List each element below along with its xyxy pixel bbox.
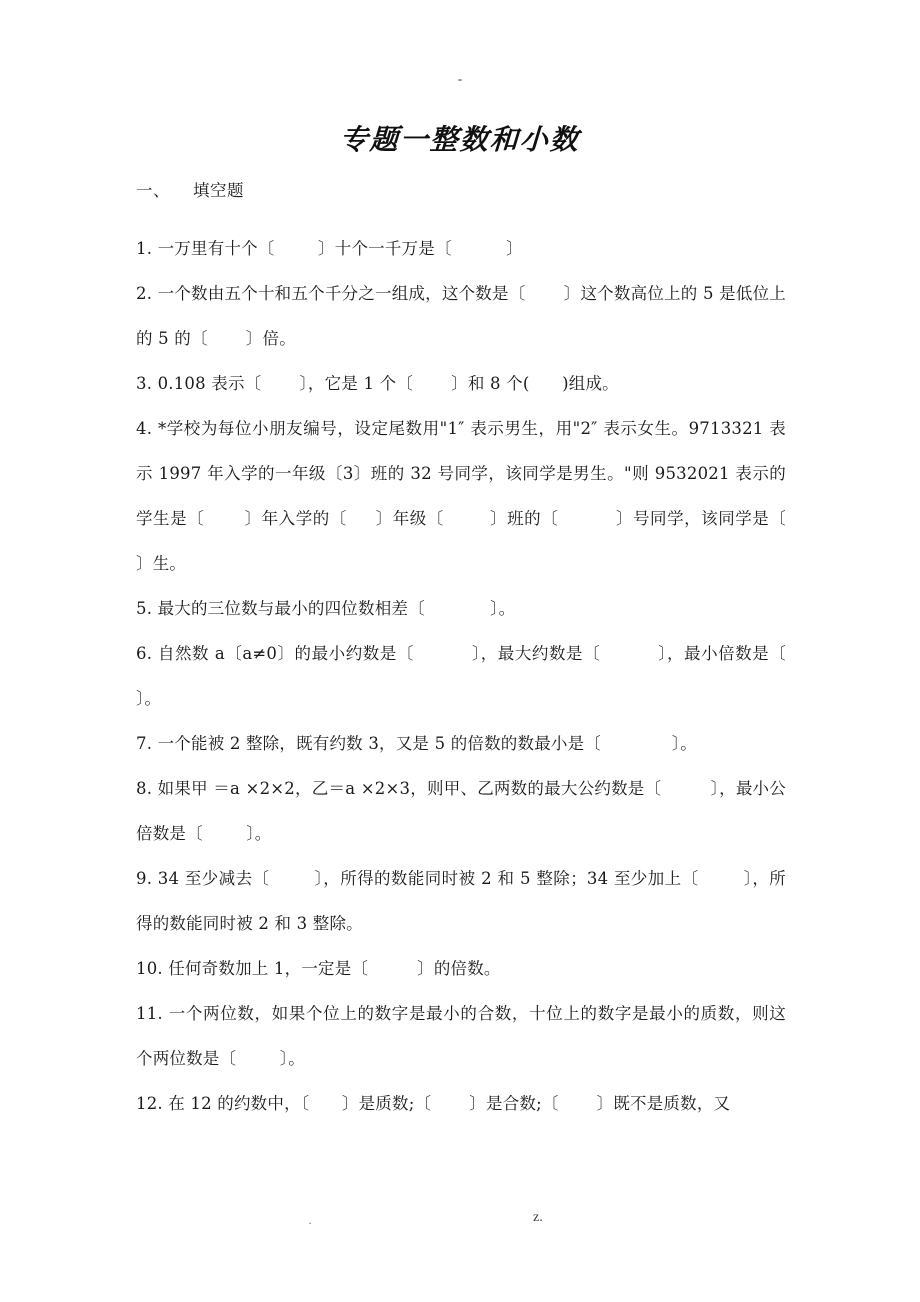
page-footer-mark-right: z. [533,1210,543,1225]
question-item-11: 11. 一个两位数，如果个位上的数字是最小的合数，十位上的数字是最小的质数，则这个两位数是〔 〕。 [136,1003,786,1068]
section-heading-fill-in-the-blank: 一、 填空题 [136,181,244,200]
page-footer-mark-left: . [308,1213,312,1227]
question-item-9: 9. 34 至少减去〔 〕，所得的数能同时被 2 和 5 整除；34 至少加上〔 〕，所得的数能同时被 2 和 3 整除。 [136,868,786,933]
page-title: 专题一整数和小数 [339,123,581,156]
question-list [136,226,852,1126]
question-item-3: 3. 0.108 表示〔 〕，它是 1 个〔 〕和 8 个( )组成。 [136,373,619,393]
question-item-10: 10. 任何奇数加上 1，一定是〔 〕的倍数。 [136,958,501,978]
question-item-5: 5. 最大的三位数与最小的四位数相差〔 〕。 [136,598,516,618]
page-header-mark: - [457,71,463,86]
question-item-4: 4. *学校为每位小朋友编号，设定尾数用"1″ 表示男生，用"2″ 表示女生。9713321 表示 1997 年入学的一年级〔3〕班的 32 号同学，该同学是男生。"则 9532021 表示的学生是〔 〕年入学的〔 〕年级〔 〕班的〔 〕号同学，该同学是〔 〕生。 [136,418,830,573]
question-item-1: 1. 一万里有十个〔 〕十个一千万是〔 〕 [136,238,523,258]
question-item-2: 2. 一个数由五个十和五个千分之一组成，这个数是〔 〕这个数高位上的 5 是低位上的 5 的〔 〕倍。 [136,283,786,348]
question-item-6: 6. 自然数 a〔a≠0〕的最小约数是〔 〕，最大约数是〔 〕，最小倍数是〔 〕。 [136,643,852,708]
document-body [136,181,852,1126]
question-item-12: 12. 在 12 的约数中，〔 〕是质数;〔 〕是合数;〔 〕既不是质数，又 [136,1093,731,1113]
question-item-7: 7. 一个能被 2 整除，既有约数 3，又是 5 的倍数的数最小是〔 〕。 [136,733,697,753]
question-item-8: 8. 如果甲 ＝a ×2×2，乙＝a ×2×3，则甲、乙两数的最大公约数是〔 〕，最小公倍数是〔 〕。 [136,778,786,843]
